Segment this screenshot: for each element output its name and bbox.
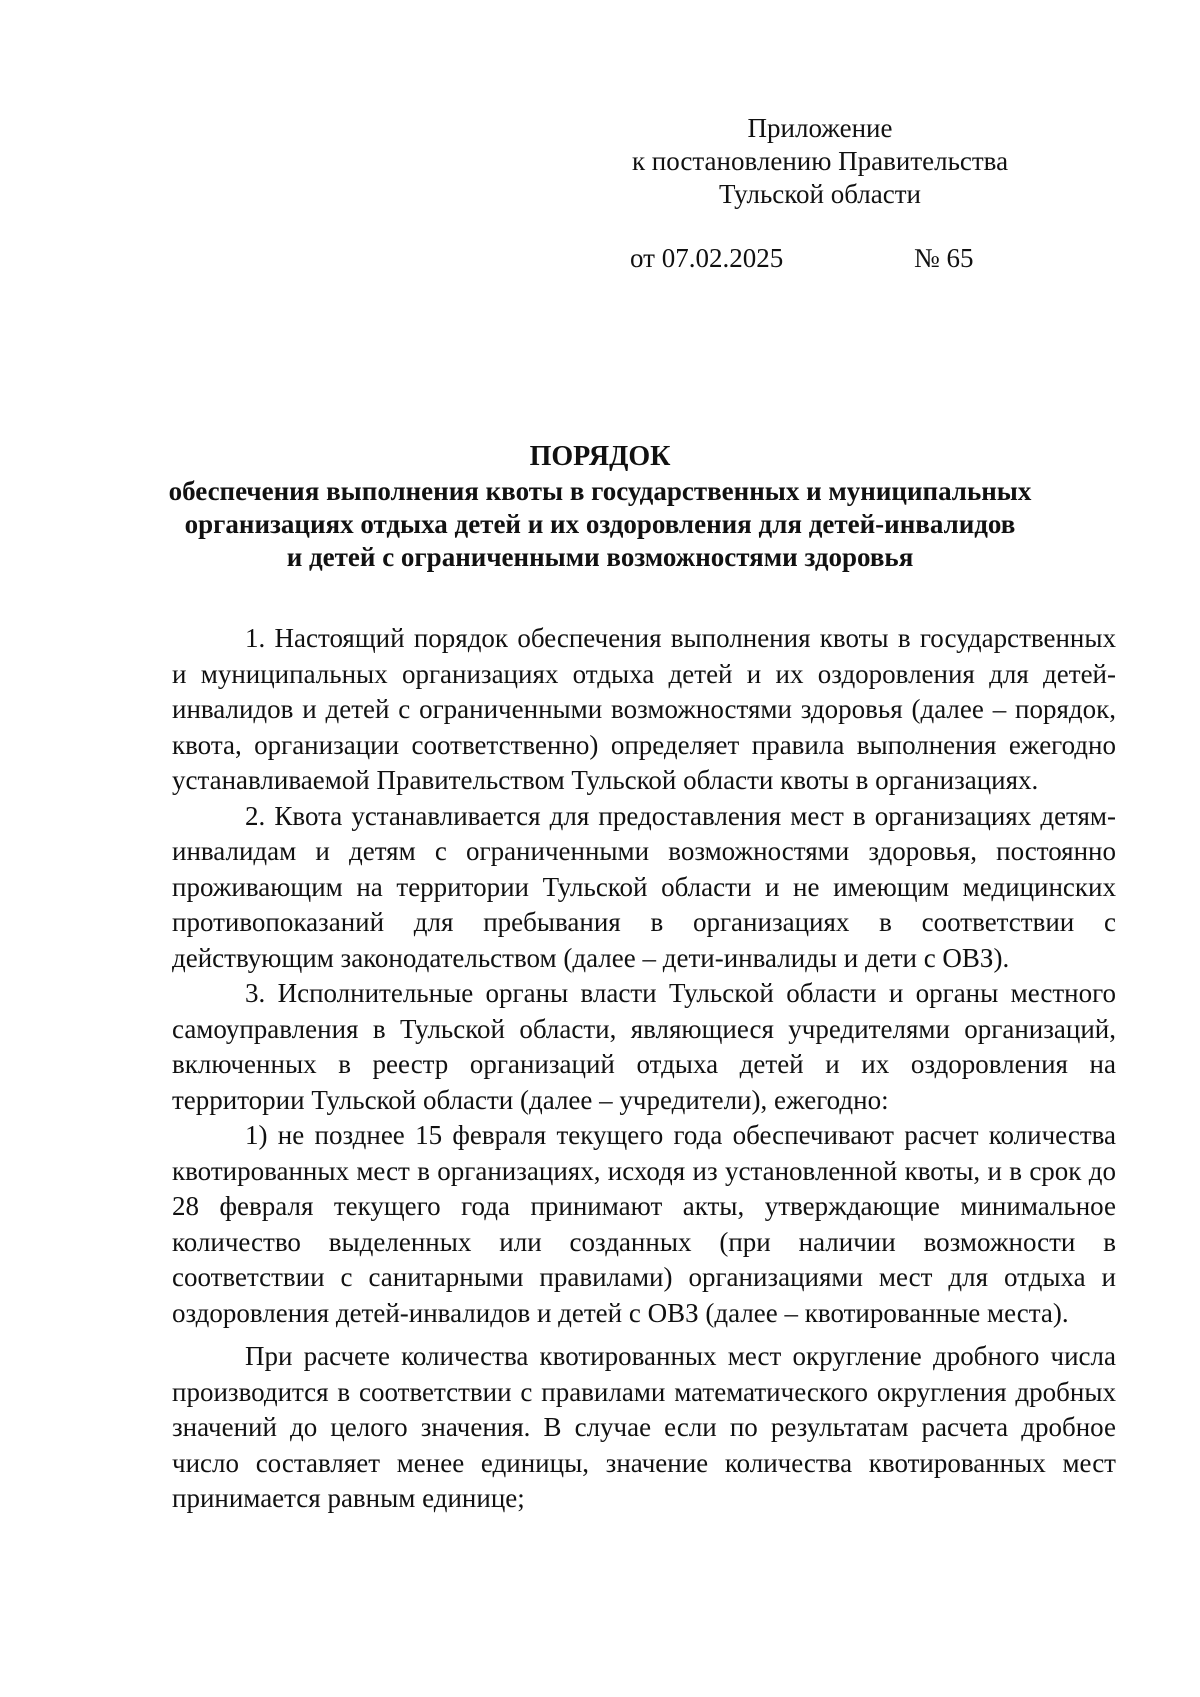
- document-body: [172, 621, 1116, 1517]
- paragraph-3-1: 1) не позднее 15 февраля текущего года обеспечивают расчет количества квотированных мест в организациях, исходя из установленной квоты, и в срок до 28 февраля текущего года принимают акты, утверждающие минимальное количество выделенных или созданных (при наличии возможности в соответствии с санитарными правилами) организациями мест для отдыха и оздоровления детей-инвалидов и детей с ОВЗ (далее – квотированные места).: [172, 1120, 1116, 1328]
- paragraph-3: 3. Исполнительные органы власти Тульской области и органы местного самоуправления в Тульской области, являющиеся учредителями организаций, включенных в реестр организаций отдыха детей и их оздоровления на территории Тульской области (далее – учредители), ежегодно:: [172, 978, 1116, 1115]
- title-line-2: организациях отдыха детей и их оздоровления для детей-инвалидов: [184, 509, 1016, 539]
- decree-date: от 07.02.2025: [630, 243, 784, 273]
- paragraph-rounding: При расчете количества квотированных мест округление дробного числа производится в соответствии с правилами математического округления дробных значений до целого значения. В случае если по результатам расчета дробное число составляет менее единицы, значение количества квотированных мест принимается равным единице;: [172, 1341, 1116, 1513]
- document-title: [150, 440, 1050, 574]
- appendix-label: Приложение: [747, 113, 893, 143]
- decree-number: № 65: [914, 243, 974, 273]
- paragraph-1: 1. Настоящий порядок обеспечения выполнения квоты в государственных и муниципальных организациях отдыха детей и их оздоровления для детей-инвалидов и детей с ограниченными возможностями здоровья (далее – порядок, квота, организации соответственно) определяет правила выполнения ежегодно устанавливаемой Правительством Тульской области квоты в организациях.: [172, 623, 1116, 795]
- title-line-3: и детей с ограниченными возможностями здоровья: [286, 542, 914, 572]
- appendix-reference: к постановлению Правительства: [631, 146, 1009, 176]
- title-heading: ПОРЯДОК: [529, 441, 671, 472]
- paragraph-2: 2. Квота устанавливается для предоставления мест в организациях детям-инвалидам и детям с ограниченными возможностями здоровья, постоянно проживающим на территории Тульской области и не имеющим медицинских противопоказаний для пребывания в организациях в соответствии с действующим законодательством (далее – дети-инвалиды и дети с ОВЗ).: [172, 800, 1116, 973]
- title-line-1: обеспечения выполнения квоты в государственных и муниципальных: [168, 476, 1032, 506]
- appendix-header: [600, 112, 1040, 211]
- appendix-region: Тульской области: [719, 179, 921, 209]
